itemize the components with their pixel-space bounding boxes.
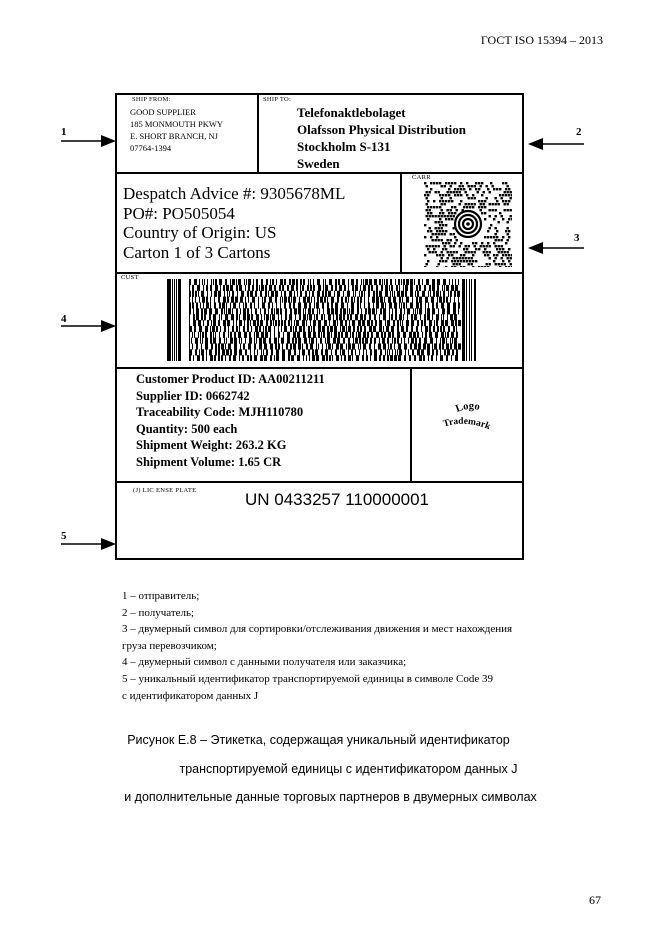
ship-to-line: Stockholm S-131 — [297, 139, 391, 154]
despatch-info — [123, 184, 345, 262]
legend-line: 2 – получатель; — [122, 606, 195, 619]
callout-number: 1 — [61, 126, 67, 138]
figure-legend — [122, 588, 612, 704]
divider-despatch — [117, 272, 522, 274]
ship-from-line: 185 MONMOUTH PKWY — [130, 119, 224, 129]
ship-to-line: Telefonaktlebolaget — [297, 105, 406, 120]
divider-address — [117, 172, 522, 174]
callout-number: 5 — [61, 530, 67, 542]
despatch-line: PO#: PO505054 — [123, 203, 235, 223]
despatch-line: Despatch Advice #: 9305678ML — [123, 184, 346, 203]
divider-customer — [117, 481, 522, 483]
legend-line: 1 – отправитель; — [122, 590, 200, 602]
svg-text:Logo — [454, 401, 480, 415]
legend-line: с идентификатором данных J — [122, 689, 259, 702]
carr-title: CARR — [412, 174, 431, 181]
divider-cust — [117, 367, 522, 369]
despatch-line: Carton 1 of 3 Cartons — [123, 242, 271, 262]
ship-from-address — [130, 106, 223, 154]
ship-from-line: E. SHORT BRANCH, NJ — [130, 131, 218, 141]
customer-line: Traceability Code: MJH110780 — [136, 405, 304, 419]
figure-caption-line: транспортируемой единицы с идентификатором данных J — [179, 762, 518, 776]
customer-line: Shipment Volume: 1.65 CR — [136, 454, 282, 469]
figure-caption-line: и дополнительные данные торговых партнеров в двумерных символах — [124, 790, 537, 804]
divider-logo — [410, 367, 412, 481]
shipping-label — [115, 93, 524, 560]
customer-line: Supplier ID: 0662742 — [136, 388, 250, 403]
carrier-maxicode-symbol — [424, 182, 512, 267]
despatch-line: Country of Origin: US — [123, 223, 277, 242]
legend-line: 4 – двумерный символ с данными получателя или заказчика; — [122, 656, 407, 669]
callout-number: 4 — [61, 313, 67, 325]
customer-line: Customer Product ID: AA00211211 — [136, 372, 325, 386]
ship-to-line: Sweden — [297, 156, 340, 171]
ship-to-line: Olafsson Physical Distribution — [297, 122, 467, 137]
license-plate-value: UN 0433257 110000001 — [245, 490, 430, 509]
callout-arrow-right-icon — [61, 538, 117, 550]
svg-text:Trademark — [442, 417, 492, 433]
customer-line: Quantity: 500 each — [136, 421, 238, 436]
callout-number: 3 — [574, 232, 580, 244]
cust-title: CUST — [121, 274, 139, 281]
customer-details — [136, 371, 325, 470]
callout-arrow-right-icon — [61, 320, 117, 332]
ship-from-line: 07764-1394 — [130, 143, 172, 153]
page-number: 67 — [589, 893, 601, 907]
callout-arrow-left-icon — [528, 138, 584, 150]
ship-to-title: SHIP TO: — [263, 96, 292, 103]
trademark-logo — [437, 397, 499, 435]
customer-pdf417-symbol — [167, 279, 482, 361]
callout-arrow-right-icon — [61, 135, 117, 147]
legend-line: 3 – двумерный символ для сортировки/отслеживания движения и мест нахождения — [122, 623, 513, 636]
ship-from-line: GOOD SUPPLIER — [130, 107, 196, 117]
legend-line: 5 – уникальный идентификатор транспортируемой единицы в символе Code 39 — [122, 672, 493, 685]
ship-from-title: SHIP FROM: — [132, 96, 171, 103]
license-plate-title: (J) LIC ENSE PLATE — [133, 487, 197, 494]
ship-to-address — [297, 104, 466, 172]
logo-text-bottom: Trademark — [442, 416, 492, 433]
callout-number: 2 — [576, 126, 582, 138]
figure-caption-line: Рисунок Е.8 – Этикетка, содержащая уникальный идентификатор — [127, 733, 510, 747]
legend-line: груза перевозчиком; — [122, 639, 217, 652]
divider-from-to — [257, 95, 259, 172]
logo-text-top: Logo — [454, 400, 481, 415]
divider-carr — [400, 172, 402, 272]
page-header: ГОСТ ISO 15394 – 2013 — [480, 33, 603, 47]
customer-line: Shipment Weight: 263.2 KG — [136, 438, 287, 452]
callout-arrow-left-icon — [528, 242, 584, 254]
